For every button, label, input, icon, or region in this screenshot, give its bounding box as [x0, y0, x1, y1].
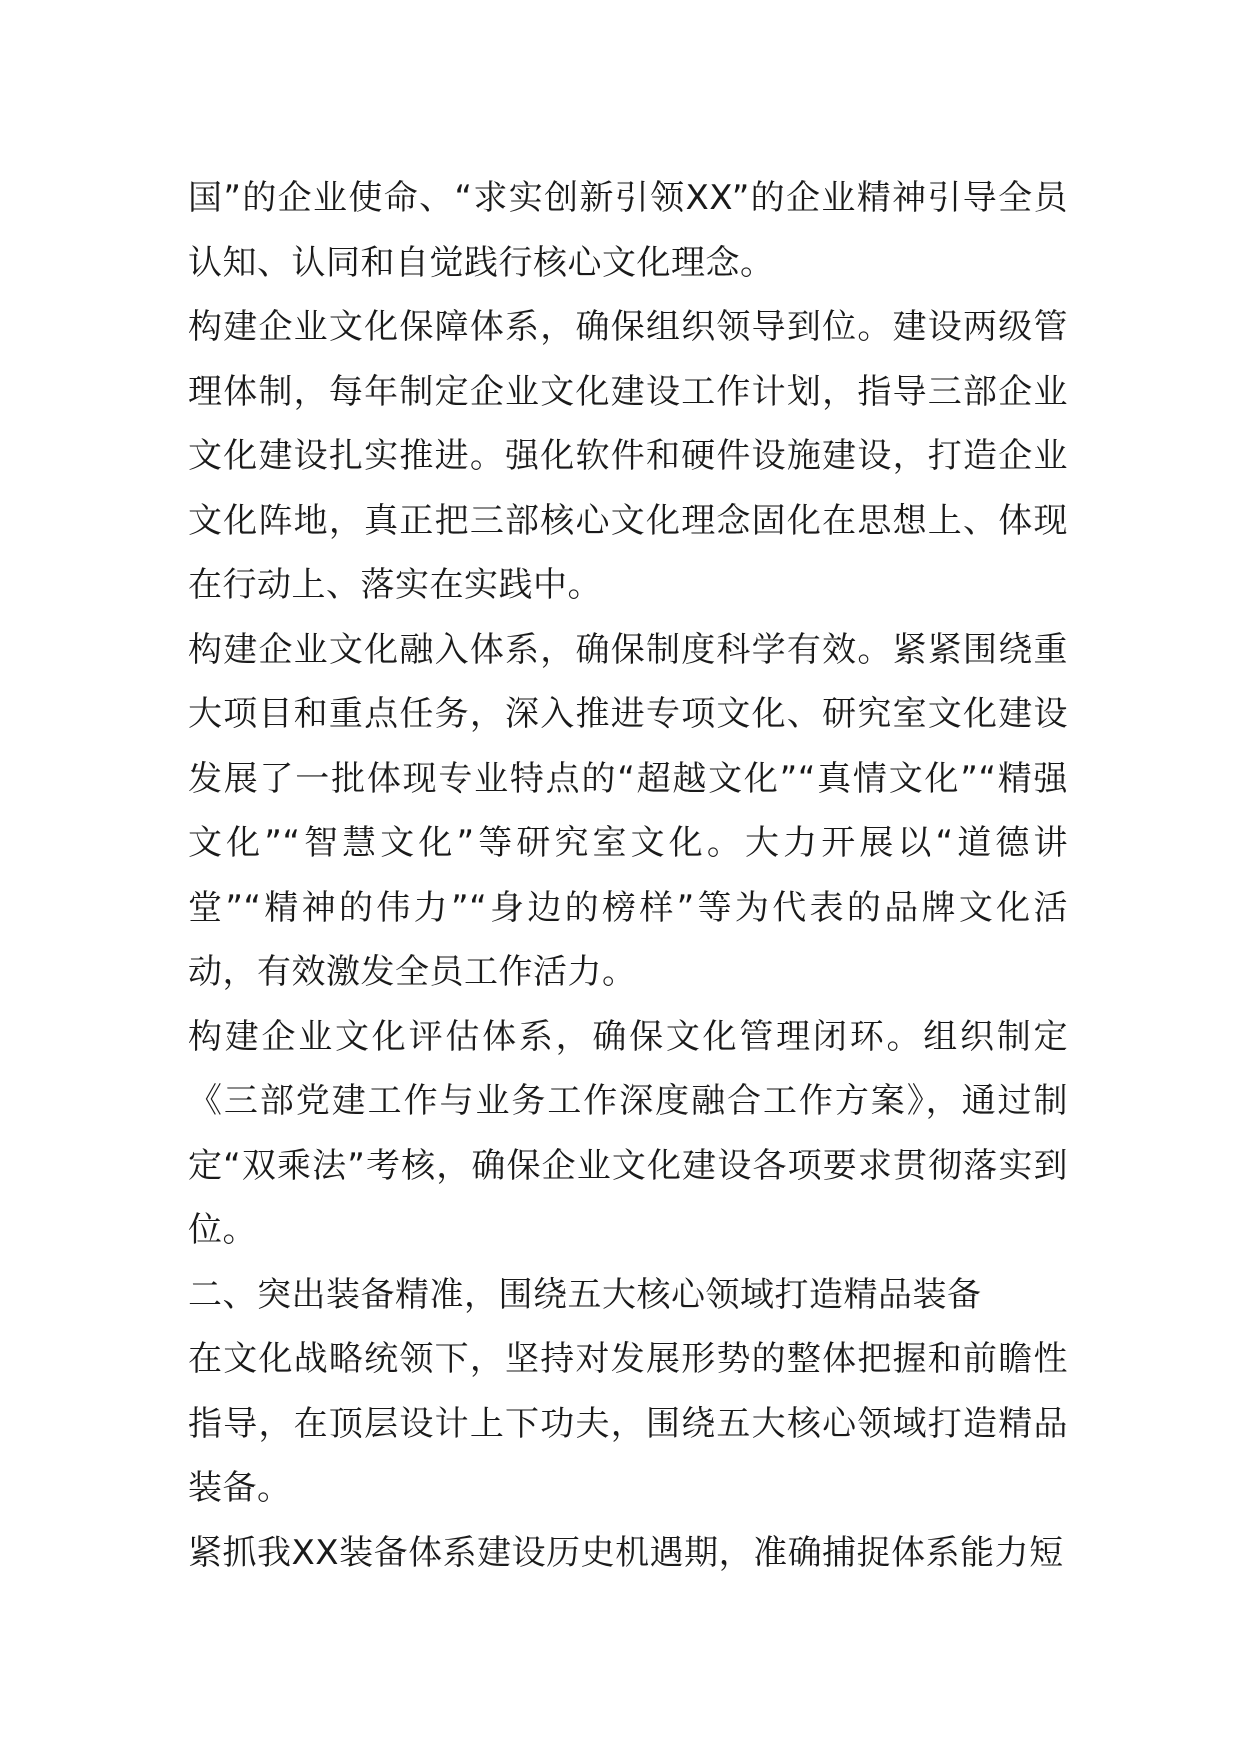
paragraph-culture-evaluation-system: 构建企业文化评估体系，确保文化管理闭环。组织制定《三部党建工作与业务工作深度融合工作方案》，通过制定“双乘法”考核，确保企业文化建设各项要求贯彻落实到位。 [188, 1016, 1068, 1250]
paragraph-strategy-leadership: 在文化战略统领下，坚持对发展形势的整体把握和前瞻性指导，在顶层设计上下功夫，围绕五大核心领域打造精品装备。 [188, 1339, 1068, 1508]
document-body [188, 166, 1068, 1585]
paragraph-culture-guarantee-system: 构建企业文化保障体系，确保组织领导到位。建设两级管理体制，每年制定企业文化建设工作计划，指导三部企业文化建设扎实推进。强化软件和硬件设施建设，打造企业文化阵地，真正把三部核心文化理念固化在思想上、体现在行动上、落实在实践中。 [188, 307, 1068, 605]
paragraph-enterprise-mission: 国”的企业使命、“求实创新引领XX”的企业精神引导全员认知、认同和自觉践行核心文化理念。 [188, 178, 1068, 283]
section-heading-equipment: 二、突出装备精准，围绕五大核心领域打造精品装备 [188, 1274, 982, 1315]
paragraph-equipment-opportunity: 紧抓我XX装备体系建设历史机遇期，准确捕捉体系能力短 [188, 1532, 1064, 1573]
paragraph-culture-integration-system: 构建企业文化融入体系，确保制度科学有效。紧紧围绕重大项目和重点任务，深入推进专项文化、研究室文化建设发展了一批体现专业特点的“超越文化”“真情文化”“精强文化”“智慧文化”等研究室文化。大力开展以“道德讲堂”“精神的伟力”“身边的榜样”等为代表的品牌文化活动，有效激发全员工作活力。 [188, 629, 1068, 992]
